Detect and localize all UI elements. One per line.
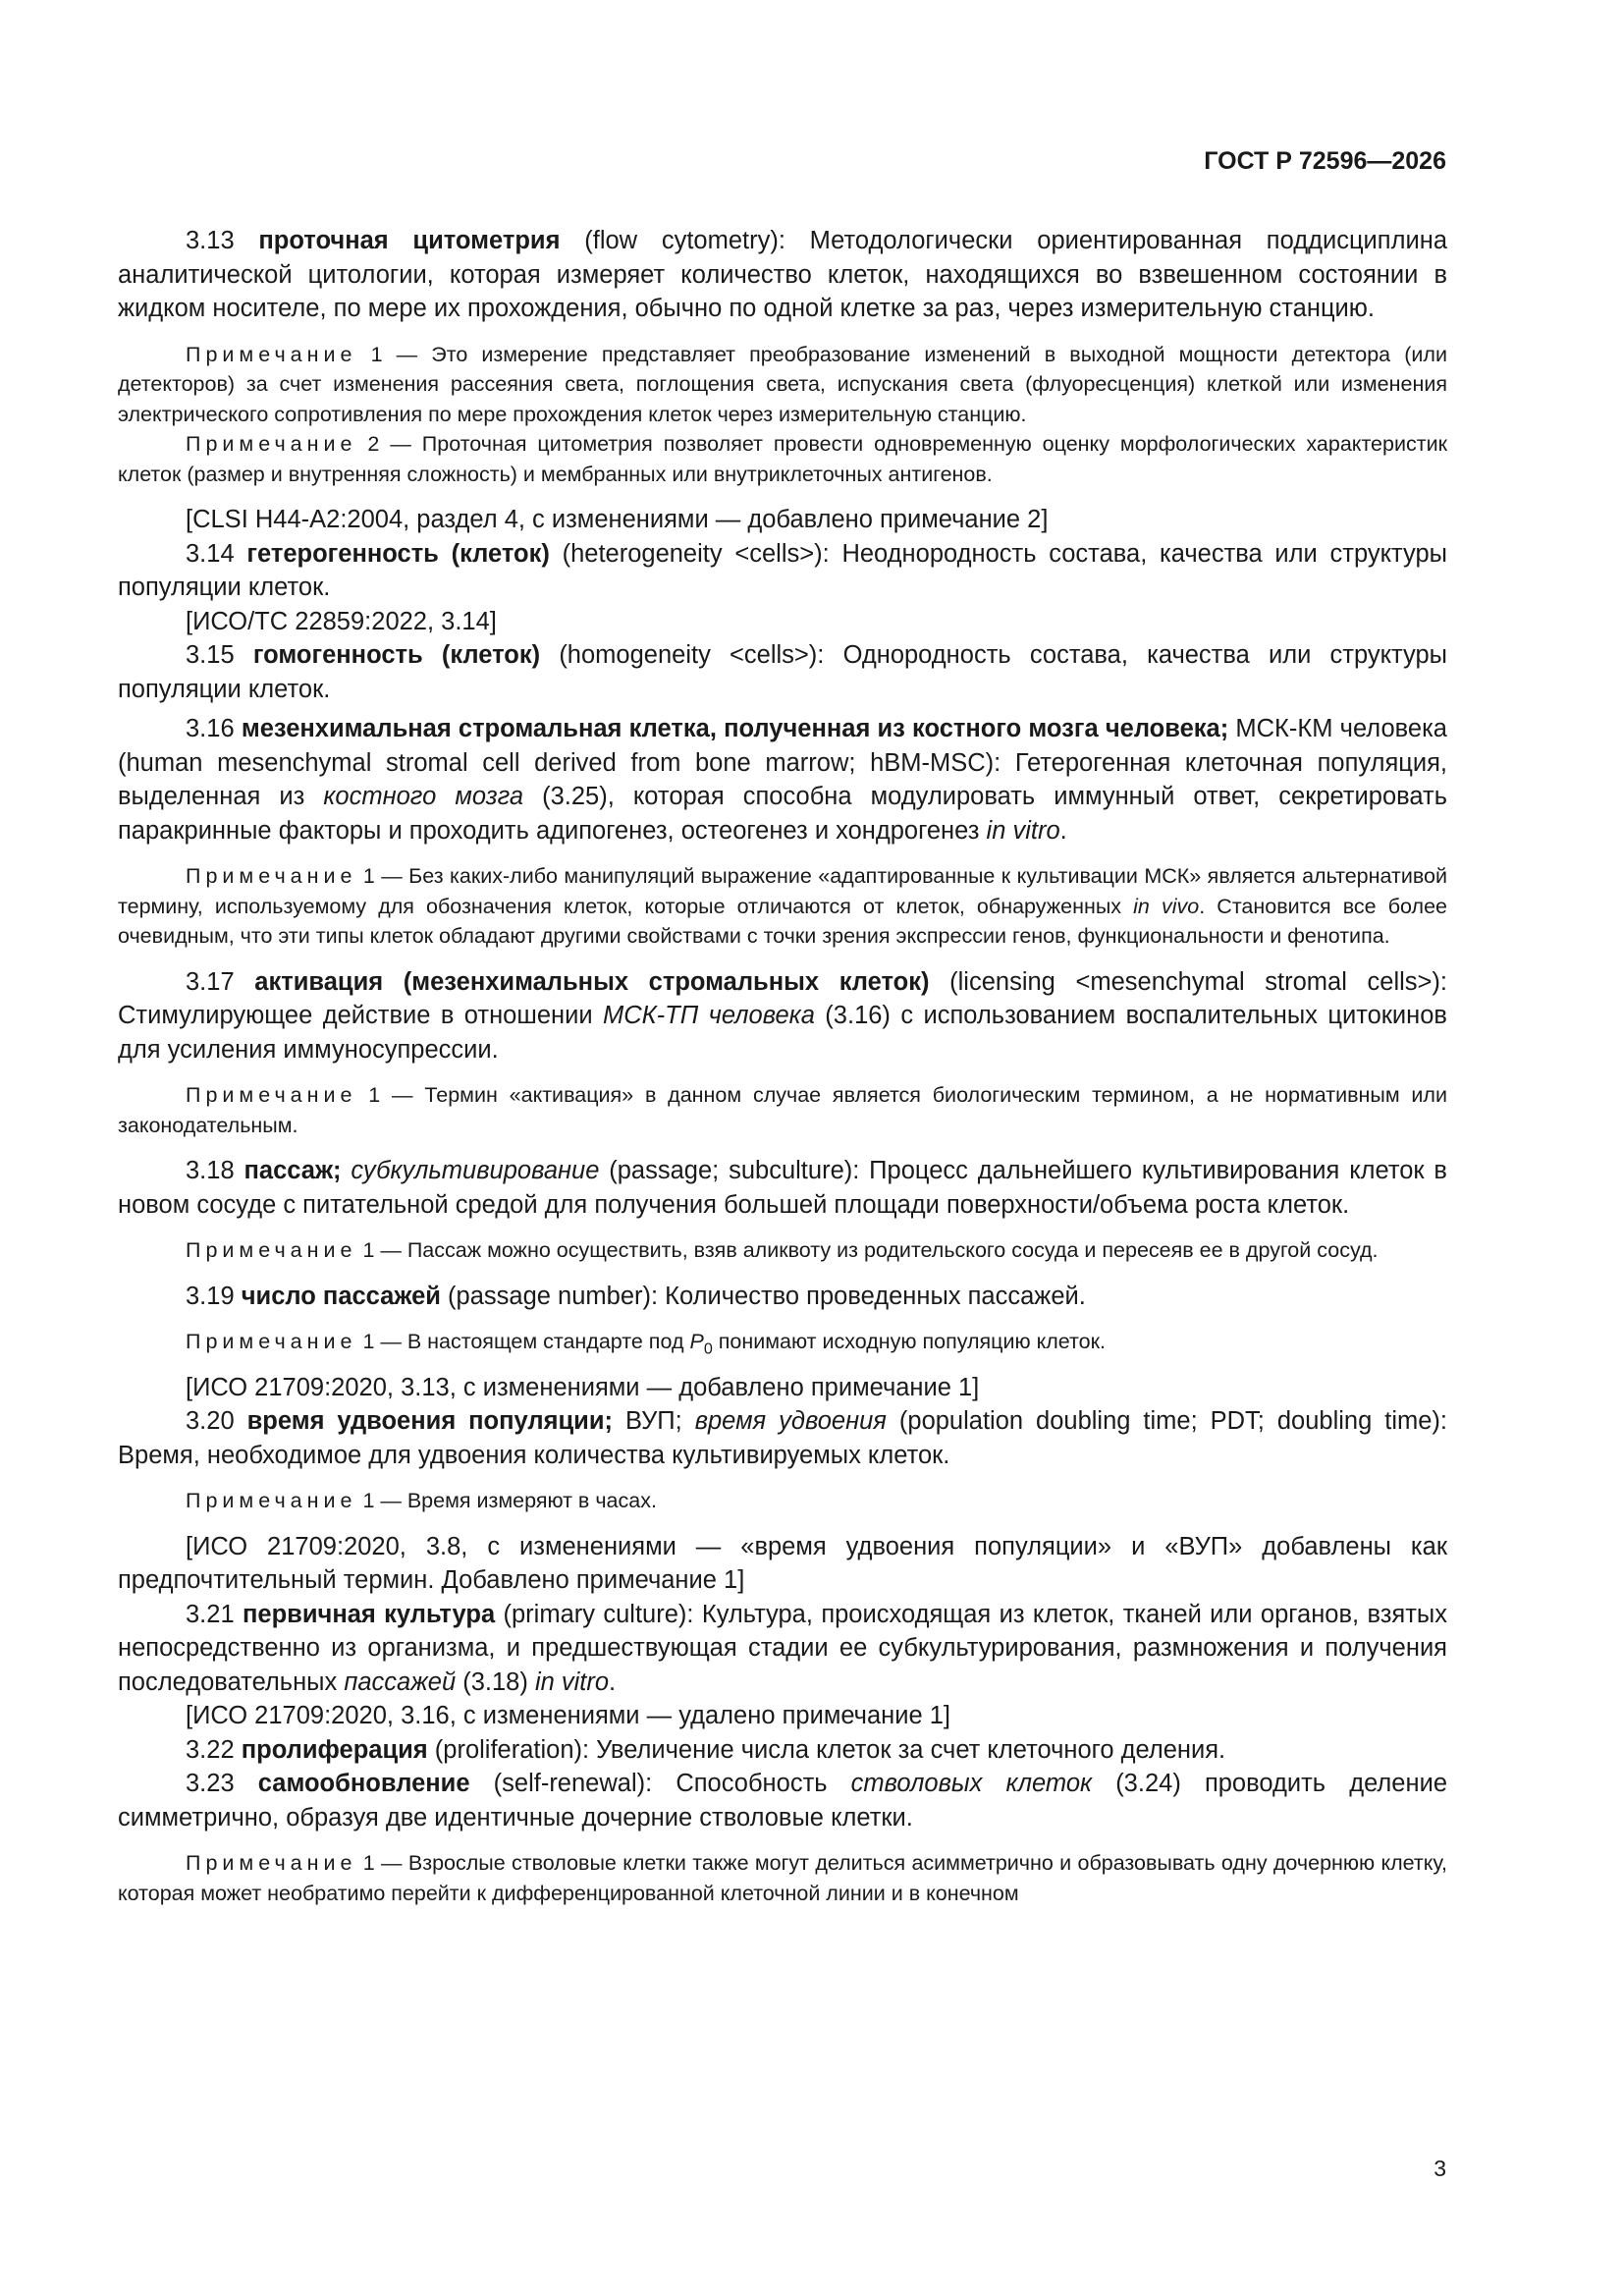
note-label: Примечание xyxy=(186,432,357,456)
source-reference: [ИСО 21709:2020, 3.13, с изменениями — добавлено примечание 1] xyxy=(186,1373,980,1401)
term-number: 3.19 xyxy=(186,1282,235,1310)
source-reference: [ИСО 21709:2020, 3.16, с изменениями — удалено примечание 1] xyxy=(186,1702,951,1729)
note-label: Примечание xyxy=(186,1330,357,1353)
note: Примечание 1 — Термин «активация» в данном случае является биологическим термином, а не нормативным или законодательным. xyxy=(118,1083,1447,1137)
term-name: самообновление xyxy=(257,1770,470,1797)
note-label: Примечание xyxy=(186,864,357,888)
term-number: 3.20 xyxy=(186,1407,235,1435)
term-entry: 3.21 первичная культура (primary culture): Культура, происходящая из клеток, тканей или органов, взятых непосредственно из организма, и предшествующая стадии ее субкультурирования, размножения и получения последовательных пассажей (3.18) in vitro. xyxy=(118,1600,1447,1696)
source-reference: [CLSI H44-A2:2004, раздел 4, с изменениями — добавлено примечание 2] xyxy=(186,506,1049,533)
term-definition: (heterogeneity <cells>): Неоднородность состава, качества или структуры популяции клеток. xyxy=(118,539,1447,601)
term-name: число пассажей xyxy=(241,1282,441,1310)
note: Примечание 1 — Без каких-либо манипуляций выражение «адаптированные к культивации МСК» является альтернативой термину, используемому для обозначения клеток, которые отличаются от клеток, обнаруженных in vivo. Становится все более очевидным, что эти типы клеток обладают другими свойствами с точки зрения экспрессии генов, функциональности и фенотипа. xyxy=(118,864,1448,948)
term-name: гетерогенность (клеток) xyxy=(246,539,550,568)
page-number: 3 xyxy=(1434,2156,1446,2181)
term-entry xyxy=(118,638,1447,706)
note-label: Примечание xyxy=(186,1083,357,1107)
note-label: Примечание xyxy=(186,1238,357,1262)
source-reference: [ИСО 21709:2020, 3.8, с изменениями — «время удвоения популяции» и «ВУП» добавлены как предпочтительный термин. Добавлено примечание 1] xyxy=(118,1532,1447,1594)
term-number: 3.21 xyxy=(186,1600,235,1628)
note: Примечание 1 — Это измерение представляет преобразование изменений в выходной мощности детектора (или детекторов) за счет изменения рассеяния света, поглощения света, испускания света (флуоресценция) клеткой или изменения электрического сопротивления по мере прохождения клеток через измерительную станцию. xyxy=(118,342,1447,426)
term-name: активация (мезенхимальных стромальных клеток) xyxy=(254,967,930,996)
term-name: мезенхимальная стромальная клетка, полученная из костного мозга человека; xyxy=(241,715,1229,742)
document-header: ГОСТ Р 72596—2026 xyxy=(1204,147,1446,175)
term-definition: (proliferation): Увеличение числа клеток за счет клеточного деления. xyxy=(427,1735,1226,1764)
term-entry: 3.17 активация (мезенхимальных стромальных клеток) (licensing <mesenchymal stromal cells>): Стимулирующее действие в отношении МСК-ТП человека (3.16) с использованием воспалительных цитокинов для усиления иммуносупрессии. xyxy=(118,967,1448,1064)
note: Примечание 1 — Время измеряют в часах. xyxy=(186,1489,657,1512)
term-number: 3.22 xyxy=(186,1735,235,1764)
term-name: время удвоения популяции; xyxy=(246,1407,613,1435)
term-name: проточная цитометрия xyxy=(258,227,561,254)
term-entry: 3.23 самообновление (self-renewal): Способность стволовых клеток (3.24) проводить деление симметрично, образуя две идентичные дочерние стволовые клетки. xyxy=(118,1770,1447,1831)
note-label: Примечание xyxy=(186,1489,357,1512)
term-entry xyxy=(118,224,1447,326)
note: Примечание 1 — Пассаж можно осуществить, взяв аликвоту из родительского сосуда и пересеяв ее в другой сосуд. xyxy=(186,1238,1379,1262)
term-definition: (homogeneity <cells>): Однородность состава, качества или структуры популяции клеток. xyxy=(118,641,1448,703)
term-number: 3.17 xyxy=(186,967,235,996)
term-number: 3.18 xyxy=(186,1157,235,1184)
term-number: 3.15 xyxy=(186,641,235,669)
term-entry: 3.18 пассаж; субкультивирование (passage; subculture): Процесс дальнейшего культивирования клеток в новом сосуде с питательной средой для получения большей площади поверхности/объема роста клеток. xyxy=(118,1157,1447,1219)
term-number: 3.14 xyxy=(186,539,235,568)
term-name: пассаж; xyxy=(243,1157,342,1184)
term-entry xyxy=(118,1280,1447,1314)
term-number: 3.16 xyxy=(186,715,235,742)
note: Примечание 1 — В настоящем стандарте под $P_0$ понимают исходную популяцию клеток. xyxy=(186,1330,1106,1358)
source-reference: [ИСО/ТС 22859:2022, 3.14] xyxy=(186,607,497,635)
note-label: Примечание xyxy=(186,1851,357,1875)
term-definition: (passage number): Количество проведенных пассажей. xyxy=(440,1282,1086,1310)
term-entry xyxy=(118,537,1447,605)
document-body xyxy=(118,224,1447,1908)
term-name: гомогенность (клеток) xyxy=(252,641,541,669)
term-entry xyxy=(118,1733,1447,1768)
term-entry: 3.20 время удвоения популяции; ВУП; время удвоения (population doubling time; PDT; doubling time): Время, необходимое для удвоения количества культивируемых клеток. xyxy=(118,1407,1447,1469)
term-name: первичная культура xyxy=(243,1600,496,1628)
term-number: 3.13 xyxy=(186,227,235,254)
note-label: Примечание xyxy=(186,342,357,366)
term-number: 3.23 xyxy=(186,1770,235,1797)
note: Примечание 1 — Взрослые стволовые клетки также могут делиться асимметрично и образовывать одну дочернюю клетку, которая может необратимо перейти к дифференцированной клеточной линии и в конечном xyxy=(118,1851,1447,1905)
term-entry: 3.16 мезенхимальная стромальная клетка, полученная из костного мозга человека; МСК-КМ человека (human mesenchymal stromal cell derived from bone marrow; hBM-MSC): Гетерогенная клеточная популяция, выделенная из костного мозга (3.25), которая способна модулировать иммунный ответ, секретировать паракринные факторы и проходить адипогенез, остеогенез и хондрогенез in vitro. xyxy=(118,715,1448,845)
term-name: пролиферация xyxy=(241,1735,428,1764)
term-definition: (flow cytometry): Методологически ориентированная поддисциплина аналитической цитологии, которая измеряет количество клеток, находящихся во взвешенном состоянии в жидком носителе, по мере их прохождения, обычно по одной клетке за раз, через измерительную станцию. xyxy=(118,227,1447,322)
note: Примечание 2 — Проточная цитометрия позволяет провести одновременную оценку морфологических характеристик клеток (размер и внутренняя сложность) и мембранных или внутриклеточных антигенов. xyxy=(118,432,1447,486)
